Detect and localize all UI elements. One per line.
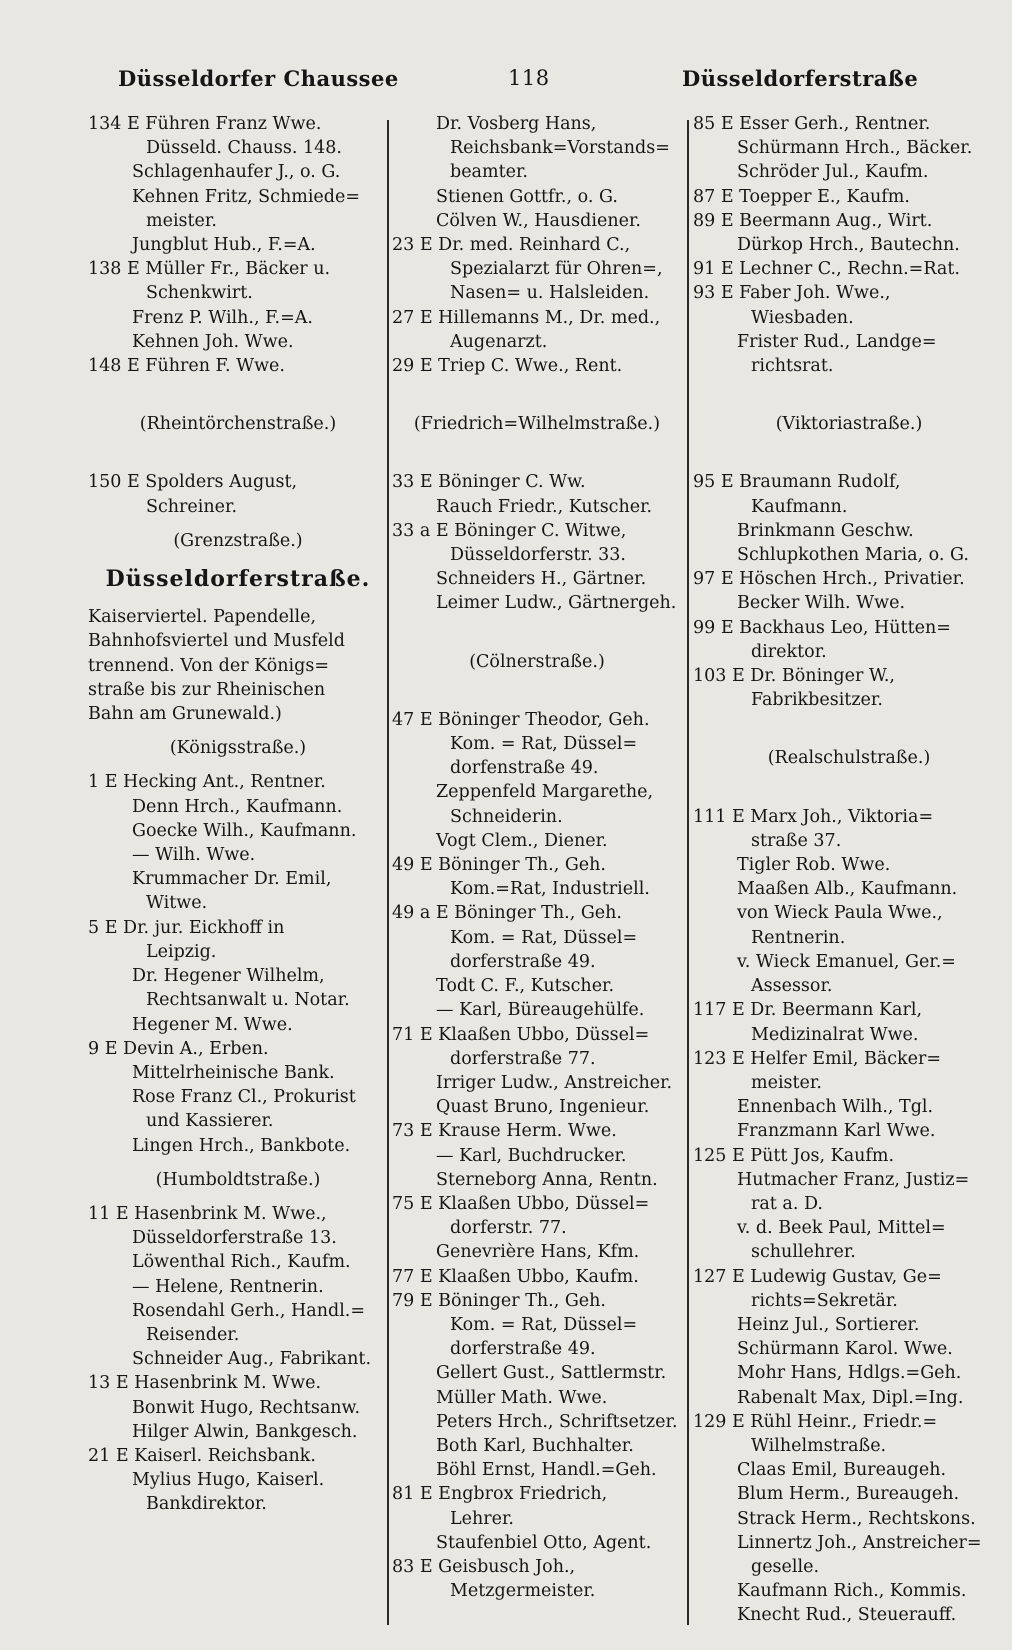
resident-entry: von Wieck Paula Wwe., <box>737 903 943 924</box>
resident-entry: Schneider Aug., Fabrikant. <box>132 1349 372 1370</box>
entry-continuation: Wiesbaden. <box>751 307 854 328</box>
spacer <box>88 446 388 470</box>
resident-entry: Dürkop Hrch., Bautechn. <box>737 235 960 256</box>
house-entry: 5 E Dr. jur. Eickhoff in <box>88 917 285 938</box>
house-entry: 125 E Pütt Jos, Kaufm. <box>693 1145 895 1166</box>
resident-entry: Jungblut Hub., F.=A. <box>132 235 316 256</box>
house-entry: 13 E Hasenbrink M. Wwe. <box>88 1373 322 1394</box>
resident-entry: Becker Wilh. Wwe. <box>737 593 906 614</box>
resident-entry: Rosendahl Gerh., Handl.= <box>132 1300 366 1321</box>
entry-continuation: Spezialarzt für Ohren=, <box>450 259 663 280</box>
house-entry: 49 a E Böninger Th., Geh. <box>392 903 622 924</box>
resident-entry: Schneiders H., Gärtner. <box>436 569 647 590</box>
house-entry: 33 E Böninger C. Ww. <box>392 472 586 493</box>
cross-street-label: (Viktoriastraße.) <box>775 414 923 435</box>
resident-entry: Schröder Jul., Kaufm. <box>737 162 929 183</box>
entry-continuation: dorfenstraße 49. <box>450 758 599 779</box>
entry-continuation: Augenarzt. <box>450 331 548 352</box>
house-entry: 71 E Klaaßen Ubbo, Düssel= <box>392 1024 650 1045</box>
resident-entry: Frenz P. Wilh., F.=A. <box>132 307 313 328</box>
resident-entry: Blum Herm., Bureaugeh. <box>737 1484 960 1505</box>
resident-entry: Both Karl, Buchhalter. <box>436 1435 634 1456</box>
house-entry: 75 E Klaaßen Ubbo, Düssel= <box>392 1193 650 1214</box>
entry-continuation: Kom. = Rat, Düssel= <box>450 927 638 948</box>
resident-entry: Dr. Hegener Wilhelm, <box>132 966 325 987</box>
resident-entry: Knecht Rud., Steuerauff. <box>737 1605 957 1626</box>
entry-continuation: meister. <box>751 1072 822 1093</box>
house-entry: 138 E Müller Fr., Bäcker u. <box>88 259 331 280</box>
resident-entry: Franzmann Karl Wwe. <box>737 1121 936 1142</box>
house-entry: 91 E Lechner C., Rechn.=Rat. <box>693 259 960 280</box>
entry-continuation: Fabrikbesitzer. <box>751 690 883 711</box>
page-number: 118 <box>508 66 550 90</box>
house-entry: 1 E Hecking Ant., Rentner. <box>88 772 326 793</box>
section-description: trennend. Von der Königs= <box>88 655 329 676</box>
cross-street-label: (Realschulstraße.) <box>767 748 931 769</box>
resident-entry: Claas Emil, Bureaugeh. <box>737 1460 947 1481</box>
house-entry: 47 E Böninger Theodor, Geh. <box>392 709 650 730</box>
entry-continuation: Medizinalrat Wwe. <box>751 1024 919 1045</box>
entry-continuation: schullehrer. <box>751 1242 856 1263</box>
resident-entry: Schürmann Hrch., Bäcker. <box>737 138 973 159</box>
entry-continuation: direktor. <box>751 641 827 662</box>
column-divider-right <box>687 120 689 1625</box>
resident-entry: Todt C. F., Kutscher. <box>436 976 615 997</box>
entry-continuation: Assessor. <box>751 976 833 997</box>
house-entry: 103 E Dr. Böninger W., <box>693 666 895 687</box>
entry-continuation: Kaufmann. <box>751 496 848 517</box>
entry-continuation: Reisender. <box>146 1324 240 1345</box>
house-entry: 93 E Faber Joh. Wwe., <box>693 283 891 304</box>
entry-continuation: Rechtsanwalt u. Notar. <box>146 990 350 1011</box>
resident-entry: Mohr Hans, Hdlgs.=Geh. <box>737 1363 962 1384</box>
entry-continuation: Witwe. <box>146 893 208 914</box>
house-entry: 87 E Toepper E., Kaufm. <box>693 186 910 207</box>
entry-continuation: Kom.=Rat, Industriell. <box>450 879 650 900</box>
entry-continuation: und Kassierer. <box>146 1111 274 1132</box>
resident-entry: v. Wieck Emanuel, Ger.= <box>737 951 956 972</box>
section-title: Düsseldorferstraße. <box>105 566 371 593</box>
house-entry: 73 E Krause Herm. Wwe. <box>392 1121 617 1142</box>
resident-entry: Lingen Hrch., Bankbote. <box>132 1135 351 1156</box>
house-entry: 49 E Böninger Th., Geh. <box>392 855 606 876</box>
house-entry: 77 E Klaaßen Ubbo, Kaufm. <box>392 1266 639 1287</box>
resident-entry: v. d. Beek Paul, Mittel= <box>737 1218 946 1239</box>
column-3 <box>693 112 1005 1628</box>
entry-continuation: richts=Sekretär. <box>751 1290 898 1311</box>
cross-street-label: (Grenzstraße.) <box>173 530 303 551</box>
resident-entry: Staufenbiel Otto, Agent. <box>436 1532 652 1553</box>
house-entry: 129 E Rühl Heinr., Friedr.= <box>693 1411 938 1432</box>
cross-street-label: (Cölnerstraße.) <box>469 651 605 672</box>
entry-continuation: Metzgermeister. <box>450 1581 596 1602</box>
resident-entry: Dr. Vosberg Hans, <box>436 114 597 134</box>
resident-entry: Leimer Ludw., Gärtnergeh. <box>436 593 677 614</box>
resident-entry: Rose Franz Cl., Prokurist <box>132 1087 356 1108</box>
resident-entry: Zeppenfeld Margarethe, <box>436 782 654 803</box>
resident-entry: Böhl Ernst, Handl.=Geh. <box>436 1460 657 1481</box>
entry-continuation: meister. <box>146 210 217 231</box>
entry-continuation: beamter. <box>450 162 528 183</box>
house-entry: 123 E Helfer Emil, Bäcker= <box>693 1048 942 1069</box>
entry-continuation: dorferstraße 49. <box>450 1339 596 1360</box>
entry-continuation: Lehrer. <box>450 1508 514 1529</box>
spacer <box>88 378 388 402</box>
house-entry: 23 E Dr. med. Reinhard C., <box>392 235 631 256</box>
resident-entry: Genevrière Hans, Kfm. <box>436 1242 640 1263</box>
entry-continuation: Schneiderin. <box>450 806 563 827</box>
spacer <box>392 378 682 402</box>
spacer <box>392 446 682 470</box>
house-entry: 95 E Braumann Rudolf, <box>693 472 901 493</box>
resident-entry: Stienen Gottfr., o. G. <box>436 186 618 207</box>
entry-continuation: Rentnerin. <box>751 927 846 948</box>
entry-continuation: dorferstraße 49. <box>450 951 596 972</box>
entry-continuation: Reichsbank=Vorstands= <box>450 138 670 159</box>
house-entry: 81 E Engbrox Friedrich, <box>392 1484 608 1505</box>
house-entry: 27 E Hillemanns M., Dr. med., <box>392 307 661 328</box>
house-entry: 21 E Kaiserl. Reichsbank. <box>88 1445 316 1466</box>
resident-entry: Quast Bruno, Ingenieur. <box>436 1097 650 1118</box>
house-entry: 85 E Esser Gerh., Rentner. <box>693 114 931 134</box>
header-left-street: Düsseldorfer Chaussee <box>118 66 399 91</box>
spacer <box>693 446 1005 470</box>
house-entry: 89 E Beermann Aug., Wirt. <box>693 210 933 231</box>
entry-continuation: geselle. <box>751 1556 820 1577</box>
resident-entry: — Karl, Büreaugehülfe. <box>436 1000 645 1021</box>
resident-entry: Kehnen Fritz, Schmiede= <box>132 186 361 207</box>
entry-continuation: dorferstr. 77. <box>450 1218 567 1239</box>
house-entry: 111 E Marx Joh., Viktoria= <box>693 806 934 827</box>
cross-street-label: (Friedrich=Wilhelmstraße.) <box>413 414 661 435</box>
resident-entry: Maaßen Alb., Kaufmann. <box>737 879 958 900</box>
resident-entry: Linnertz Joh., Anstreicher= <box>737 1532 982 1553</box>
entry-continuation: Bankdirektor. <box>146 1494 267 1515</box>
resident-entry: Mylius Hugo, Kaiserl. <box>132 1470 325 1491</box>
resident-entry: Brinkmann Geschw. <box>737 520 914 541</box>
entry-continuation: Düsseldorferstr. 33. <box>450 545 626 566</box>
resident-entry: — Wilh. Wwe. <box>132 845 256 866</box>
entry-continuation: richtsrat. <box>751 356 834 377</box>
resident-entry: Sterneborg Anna, Rentn. <box>436 1169 658 1190</box>
resident-entry: Löwenthal Rich., Kaufm. <box>132 1252 351 1273</box>
resident-entry: Schlagenhaufer J., o. G. <box>132 162 341 183</box>
resident-entry: Düsseldorferstraße 13. <box>132 1228 337 1249</box>
cross-street-label: (Königsstraße.) <box>169 738 307 759</box>
entry-continuation: Leipzig. <box>146 941 217 962</box>
section-description: Kaiserviertel. Papendelle, <box>88 607 317 628</box>
entry-continuation: Schenkwirt. <box>146 283 253 304</box>
entry-continuation: Kom. = Rat, Düssel= <box>450 1314 638 1335</box>
resident-entry: Peters Hrch., Schriftsetzer. <box>436 1411 678 1432</box>
resident-entry: Hegener M. Wwe. <box>132 1014 293 1035</box>
resident-entry: Tigler Rob. Wwe. <box>737 855 891 876</box>
spacer <box>392 684 682 708</box>
resident-entry: — Karl, Buchdrucker. <box>436 1145 627 1166</box>
resident-entry: Ennenbach Wilh., Tgl. <box>737 1097 934 1118</box>
house-entry: 99 E Backhaus Leo, Hütten= <box>693 617 951 638</box>
house-entry: 33 a E Böninger C. Witwe, <box>392 520 627 541</box>
resident-entry: Heinz Jul., Sortierer. <box>737 1314 920 1335</box>
cross-street-label: (Rheintörchenstraße.) <box>139 414 337 435</box>
resident-entry: Rabenalt Max, Dipl.=Ing. <box>737 1387 964 1408</box>
house-entry: 134 E Führen Franz Wwe. <box>88 114 322 134</box>
resident-entry: Irriger Ludw., Anstreicher. <box>436 1072 673 1093</box>
house-entry: 150 E Spolders August, <box>88 472 298 493</box>
column-2 <box>392 112 682 1603</box>
house-entry: 11 E Hasenbrink M. Wwe., <box>88 1203 327 1224</box>
resident-entry: Goecke Wilh., Kaufmann. <box>132 820 357 841</box>
entry-continuation: rat a. D. <box>751 1193 823 1214</box>
entry-continuation: Wilhelmstraße. <box>751 1435 887 1456</box>
house-entry: 97 E Höschen Hrch., Privatier. <box>693 569 965 590</box>
spacer <box>693 378 1005 402</box>
resident-entry: Denn Hrch., Kaufmann. <box>132 796 343 817</box>
house-entry: 148 E Führen F. Wwe. <box>88 356 285 377</box>
column-1 <box>88 112 388 1517</box>
resident-entry: — Helene, Rentnerin. <box>132 1276 324 1297</box>
resident-entry: Vogt Clem., Diener. <box>436 830 608 851</box>
resident-entry: Rauch Friedr., Kutscher. <box>436 496 653 517</box>
resident-entry: Krummacher Dr. Emil, <box>132 869 332 890</box>
resident-entry: Cölven W., Hausdiener. <box>436 210 641 231</box>
house-entry: 117 E Dr. Beermann Karl, <box>693 1000 923 1021</box>
section-description: straße bis zur Rheinischen <box>88 679 326 700</box>
entry-continuation: straße 37. <box>751 830 842 851</box>
resident-entry: Kaufmann Rich., Kommis. <box>737 1581 967 1602</box>
resident-entry: Hilger Alwin, Bankgesch. <box>132 1421 358 1442</box>
resident-entry: Hutmacher Franz, Justiz= <box>737 1169 970 1190</box>
section-description: Bahn am Grunewald.) <box>88 704 282 725</box>
house-entry: 29 E Triep C. Wwe., Rent. <box>392 356 623 377</box>
resident-entry: Frister Rud., Landge= <box>737 331 937 352</box>
entry-continuation: Schreiner. <box>146 496 238 517</box>
resident-entry: Müller Math. Wwe. <box>436 1387 608 1408</box>
house-entry: 83 E Geisbusch Joh., <box>392 1556 576 1577</box>
resident-entry: Gellert Gust., Sattlermstr. <box>436 1363 667 1384</box>
spacer <box>693 712 1005 736</box>
spacer <box>392 616 682 640</box>
resident-entry: Mittelrheinische Bank. <box>132 1062 335 1083</box>
spacer <box>693 781 1005 805</box>
resident-entry: Schürmann Karol. Wwe. <box>737 1339 953 1360</box>
entry-continuation: Düsseld. Chauss. 148. <box>146 138 342 159</box>
house-entry: 9 E Devin A., Erben. <box>88 1038 269 1059</box>
resident-entry: Strack Herm., Rechtskons. <box>737 1508 976 1529</box>
section-description: Bahnhofsviertel und Musfeld <box>88 631 345 652</box>
resident-entry: Bonwit Hugo, Rechtsanw. <box>132 1397 361 1418</box>
cross-street-label: (Humboldtstraße.) <box>155 1169 321 1190</box>
header-right-street: Düsseldorferstraße <box>682 66 919 91</box>
resident-entry: Kehnen Joh. Wwe. <box>132 331 294 352</box>
house-entry: 79 E Böninger Th., Geh. <box>392 1290 606 1311</box>
entry-continuation: dorferstraße 77. <box>450 1048 596 1069</box>
entry-continuation: Nasen= u. Halsleiden. <box>450 283 650 304</box>
resident-entry: Schlupkothen Maria, o. G. <box>737 545 969 566</box>
entry-continuation: Kom. = Rat, Düssel= <box>450 734 638 755</box>
house-entry: 127 E Ludewig Gustav, Ge= <box>693 1266 942 1287</box>
